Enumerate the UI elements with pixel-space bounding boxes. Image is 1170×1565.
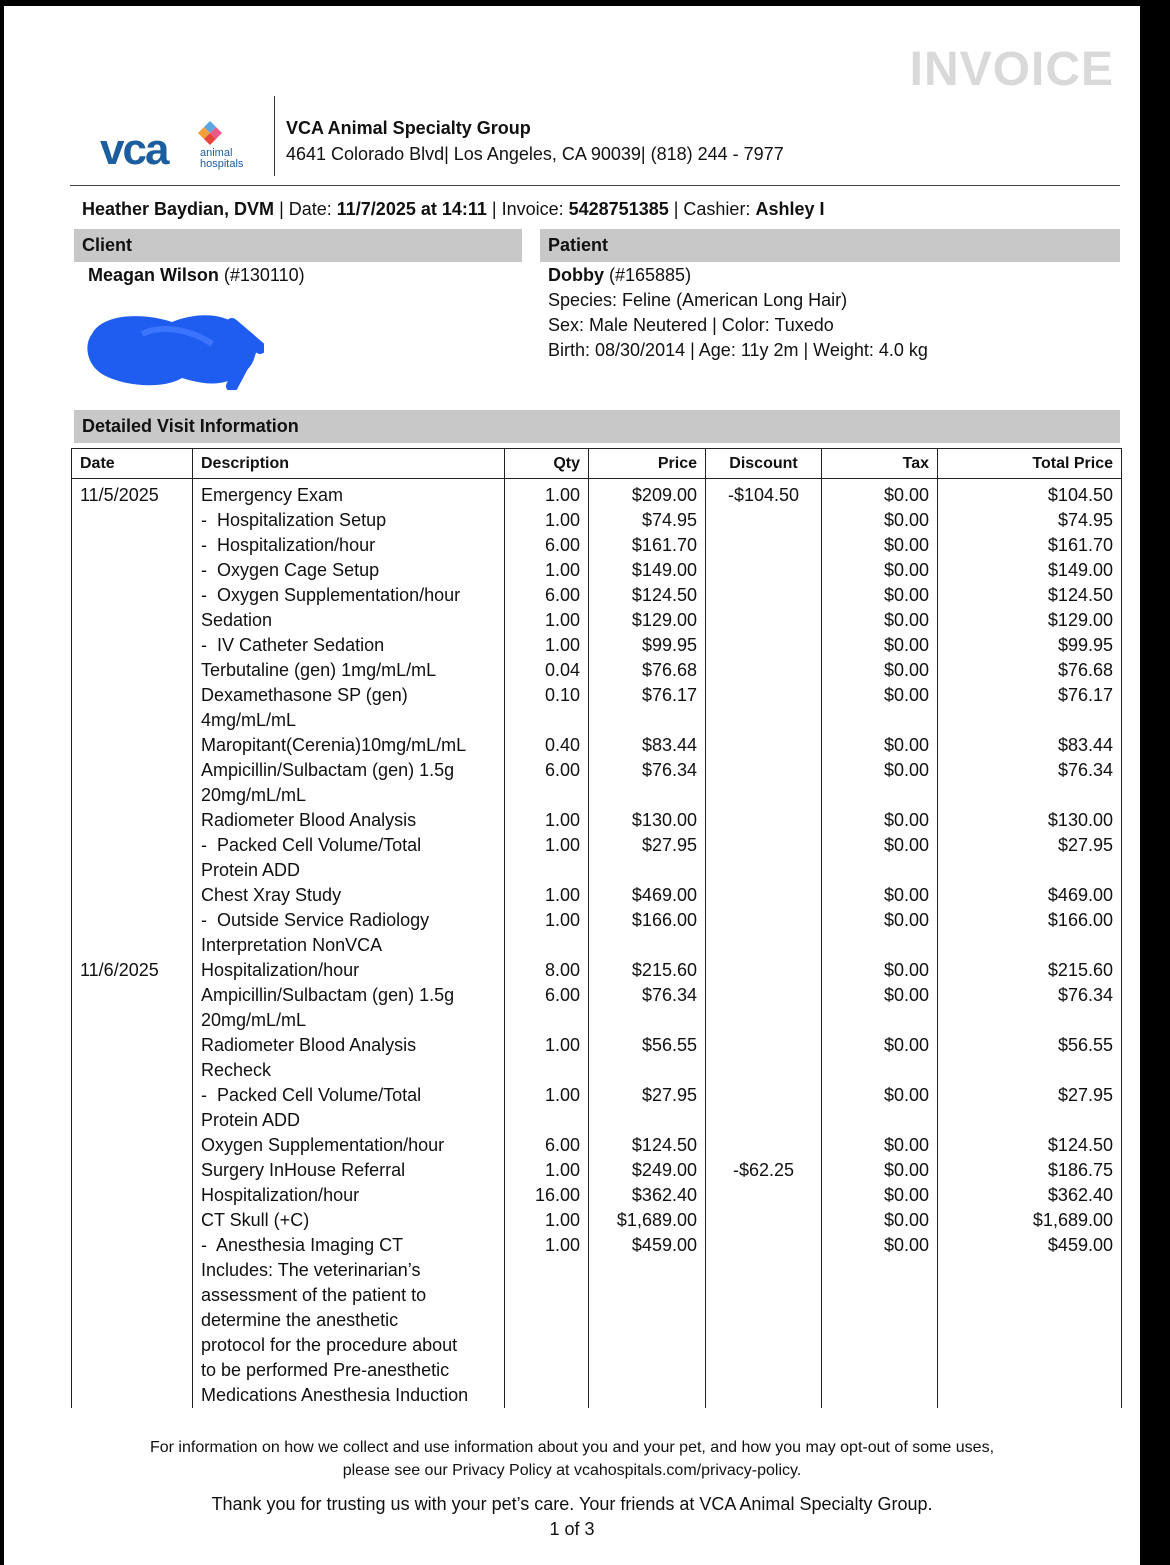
cell-total: $27.95	[938, 833, 1122, 883]
cell-description: Oxygen Supplementation/hour	[193, 1133, 505, 1158]
cell-tax: $0.00	[822, 508, 938, 533]
cell-total: $76.34	[938, 983, 1122, 1033]
cell-description: - Hospitalization/hour	[193, 533, 505, 558]
cell-total: $74.95	[938, 508, 1122, 533]
cell-price: $76.34	[589, 758, 706, 808]
cell-qty: 0.04	[505, 658, 589, 683]
table-row	[72, 479, 1122, 509]
table-row	[72, 908, 1122, 958]
vca-diamond-icon	[196, 120, 224, 148]
table-row	[72, 533, 1122, 558]
cell-tax: $0.00	[822, 958, 938, 983]
cell-qty: 1.00	[505, 558, 589, 583]
cell-discount	[706, 683, 822, 733]
detailed-visit-header: Detailed Visit Information	[74, 410, 1120, 443]
cell-price: $166.00	[589, 908, 706, 958]
cell-discount	[706, 1233, 822, 1408]
cell-price: $56.55	[589, 1033, 706, 1083]
table-row	[72, 1208, 1122, 1233]
cell-description: - Oxygen Supplementation/hour	[193, 583, 505, 608]
cell-discount	[706, 558, 822, 583]
cell-qty: 1.00	[505, 633, 589, 658]
cell-total: $215.60	[938, 958, 1122, 983]
table-row	[72, 1133, 1122, 1158]
cashier-name: Ashley I	[755, 199, 825, 219]
cell-total: $129.00	[938, 608, 1122, 633]
cell-date	[72, 558, 193, 583]
logo-subtitle: animal hospitals	[200, 147, 244, 170]
cell-date	[72, 1083, 193, 1133]
cell-tax: $0.00	[822, 533, 938, 558]
cell-description: Ampicillin/Sulbactam (gen) 1.5g 20mg/mL/mL	[193, 983, 505, 1033]
cell-total: $124.50	[938, 583, 1122, 608]
cell-tax: $0.00	[822, 608, 938, 633]
visit-summary-line: Heather Baydian, DVM | Date: 11/7/2025 at 14:11 | Invoice: 5428751385 | Cashier: Ashley I	[82, 199, 825, 219]
cell-qty: 1.00	[505, 508, 589, 533]
cell-discount	[706, 508, 822, 533]
cell-qty: 1.00	[505, 808, 589, 833]
cell-price: $99.95	[589, 633, 706, 658]
cell-discount	[706, 658, 822, 683]
cell-qty: 0.40	[505, 733, 589, 758]
cell-discount	[706, 1208, 822, 1233]
cell-description: - Anesthesia Imaging CT Includes: The veterinarian’s assessment of the patient to determine the anesthetic protocol for the procedure about to be performed Pre-anesthetic Medications Anesthesia Induction	[193, 1233, 505, 1408]
client-name: Meagan Wilson (#130110)	[88, 265, 305, 285]
cell-price: $76.68	[589, 658, 706, 683]
cell-description: - Oxygen Cage Setup	[193, 558, 505, 583]
cell-total: $166.00	[938, 908, 1122, 958]
cell-description: Radiometer Blood Analysis Recheck	[193, 1033, 505, 1083]
table-row	[72, 733, 1122, 758]
cell-discount	[706, 833, 822, 883]
redaction-scribble	[82, 304, 264, 390]
table-header-row	[72, 449, 1122, 479]
cell-description: - IV Catheter Sedation	[193, 633, 505, 658]
column-header-description: Description	[193, 449, 505, 479]
table-row	[72, 608, 1122, 633]
cell-tax: $0.00	[822, 1133, 938, 1158]
cell-qty: 1.00	[505, 833, 589, 883]
cell-date	[72, 733, 193, 758]
logo-wordmark: vca	[100, 125, 168, 174]
cell-total: $362.40	[938, 1183, 1122, 1208]
cell-qty: 6.00	[505, 1133, 589, 1158]
privacy-notice: For information on how we collect and use information about you and your pet, and how you may opt-out of some uses, please see our Privacy Policy at vcahospitals.com/privacy-policy.	[149, 1439, 995, 1479]
cell-description: Terbutaline (gen) 1mg/mL/mL	[193, 658, 505, 683]
cell-tax: $0.00	[822, 1208, 938, 1233]
cell-price: $124.50	[589, 1133, 706, 1158]
cell-price: $149.00	[589, 558, 706, 583]
line-items-table	[71, 448, 1122, 1408]
cell-date	[72, 1208, 193, 1233]
cell-description: - Packed Cell Volume/Total Protein ADD	[193, 1083, 505, 1133]
cell-price: $27.95	[589, 1083, 706, 1133]
cell-discount	[706, 1033, 822, 1083]
group-name: VCA Animal Specialty Group	[286, 118, 531, 138]
cell-price: $76.17	[589, 683, 706, 733]
cell-price: $124.50	[589, 583, 706, 608]
patient-species: Species: Feline (American Long Hair)	[548, 290, 848, 310]
cell-total: $76.34	[938, 758, 1122, 808]
cell-tax: $0.00	[822, 883, 938, 908]
table-row	[72, 508, 1122, 533]
cell-date	[72, 883, 193, 908]
cell-description: CT Skull (+C)	[193, 1208, 505, 1233]
cell-total: $1,689.00	[938, 1208, 1122, 1233]
cell-total: $469.00	[938, 883, 1122, 908]
invoice-number: 5428751385	[568, 199, 669, 219]
cell-qty: 1.00	[505, 1033, 589, 1083]
cell-total: $27.95	[938, 1083, 1122, 1133]
table-row	[72, 683, 1122, 733]
cell-price: $83.44	[589, 733, 706, 758]
cell-tax: $0.00	[822, 833, 938, 883]
cell-date	[72, 1158, 193, 1183]
cell-discount	[706, 1133, 822, 1158]
cell-description: Hospitalization/hour	[193, 1183, 505, 1208]
table-row	[72, 983, 1122, 1033]
cell-price: $1,689.00	[589, 1208, 706, 1233]
cell-date	[72, 658, 193, 683]
table-row	[72, 958, 1122, 983]
cell-total: $186.75	[938, 1158, 1122, 1183]
cell-tax: $0.00	[822, 683, 938, 733]
cell-date	[72, 1033, 193, 1083]
cell-discount	[706, 733, 822, 758]
invoice-page	[4, 6, 1140, 1565]
cell-price: $209.00	[589, 479, 706, 509]
cell-qty: 6.00	[505, 533, 589, 558]
table-row	[72, 633, 1122, 658]
cell-tax: $0.00	[822, 658, 938, 683]
cell-tax: $0.00	[822, 1233, 938, 1408]
cell-price: $129.00	[589, 608, 706, 633]
cell-qty: 6.00	[505, 583, 589, 608]
cell-tax: $0.00	[822, 1033, 938, 1083]
cell-qty: 1.00	[505, 1158, 589, 1183]
cell-total: $83.44	[938, 733, 1122, 758]
column-header-price: Price	[589, 449, 706, 479]
patient-birth-age-weight: Birth: 08/30/2014 | Age: 11y 2m | Weight: 4.0 kg	[548, 340, 928, 360]
patient-name: Dobby (#165885)	[548, 265, 692, 285]
cell-discount	[706, 983, 822, 1033]
cell-tax: $0.00	[822, 583, 938, 608]
table-row	[72, 1083, 1122, 1133]
cell-price: $130.00	[589, 808, 706, 833]
invoice-watermark: INVOICE	[909, 43, 1114, 96]
cell-qty: 0.10	[505, 683, 589, 733]
table-row	[72, 808, 1122, 833]
cell-discount	[706, 808, 822, 833]
table-row	[72, 1033, 1122, 1083]
cell-tax: $0.00	[822, 1158, 938, 1183]
cell-total: $130.00	[938, 808, 1122, 833]
cell-price: $362.40	[589, 1183, 706, 1208]
cell-tax: $0.00	[822, 479, 938, 509]
cell-date	[72, 508, 193, 533]
cell-description: Ampicillin/Sulbactam (gen) 1.5g 20mg/mL/mL	[193, 758, 505, 808]
cell-tax: $0.00	[822, 1183, 938, 1208]
group-address: 4641 Colorado Blvd| Los Angeles, CA 90039| (818) 244 - 7977	[286, 144, 784, 164]
cell-total: $76.17	[938, 683, 1122, 733]
cell-discount	[706, 958, 822, 983]
cell-discount	[706, 1183, 822, 1208]
table-row	[72, 758, 1122, 808]
cell-date	[72, 1133, 193, 1158]
cell-discount	[706, 608, 822, 633]
cell-description: - Hospitalization Setup	[193, 508, 505, 533]
cell-description: Radiometer Blood Analysis	[193, 808, 505, 833]
table-row	[72, 883, 1122, 908]
cell-tax: $0.00	[822, 558, 938, 583]
cell-date: 11/5/2025	[72, 479, 193, 509]
cell-qty: 6.00	[505, 758, 589, 808]
cell-qty: 16.00	[505, 1183, 589, 1208]
cell-description: Hospitalization/hour	[193, 958, 505, 983]
cell-tax: $0.00	[822, 1083, 938, 1133]
cell-date	[72, 533, 193, 558]
cell-date	[72, 758, 193, 808]
cell-description: Dexamethasone SP (gen) 4mg/mL/mL	[193, 683, 505, 733]
cell-description: - Packed Cell Volume/Total Protein ADD	[193, 833, 505, 883]
cell-description: Chest Xray Study	[193, 883, 505, 908]
table-row	[72, 1183, 1122, 1208]
client-section-header: Client	[74, 229, 522, 262]
cell-date	[72, 908, 193, 958]
cell-tax: $0.00	[822, 808, 938, 833]
cell-description: - Outside Service Radiology Interpretation NonVCA	[193, 908, 505, 958]
table-row	[72, 833, 1122, 883]
cell-total: $99.95	[938, 633, 1122, 658]
cell-date	[72, 583, 193, 608]
cell-total: $76.68	[938, 658, 1122, 683]
cell-total: $149.00	[938, 558, 1122, 583]
column-header-total: Total Price	[938, 449, 1122, 479]
thank-you-note: Thank you for trusting us with your pet’s care. Your friends at VCA Animal Specialty Group.	[211, 1494, 933, 1514]
page-number: 1 of 3	[549, 1519, 595, 1539]
patient-section-header: Patient	[540, 229, 1120, 262]
cell-discount: -$104.50	[706, 479, 822, 509]
cell-date: 11/6/2025	[72, 958, 193, 983]
cell-price: $249.00	[589, 1158, 706, 1183]
cell-qty: 1.00	[505, 908, 589, 958]
cell-discount	[706, 758, 822, 808]
column-header-tax: Tax	[822, 449, 938, 479]
cell-qty: 1.00	[505, 1233, 589, 1408]
table-row	[72, 658, 1122, 683]
cell-tax: $0.00	[822, 633, 938, 658]
cell-date	[72, 683, 193, 733]
header-divider-horizontal	[70, 185, 1120, 186]
vca-logo	[100, 114, 260, 174]
cell-date	[72, 808, 193, 833]
cell-description: Surgery InHouse Referral	[193, 1158, 505, 1183]
cell-qty: 1.00	[505, 1208, 589, 1233]
doctor-name: Heather Baydian, DVM	[82, 199, 275, 219]
cell-discount	[706, 883, 822, 908]
cell-price: $469.00	[589, 883, 706, 908]
cell-qty: 1.00	[505, 479, 589, 509]
cell-date	[72, 608, 193, 633]
table-row	[72, 1158, 1122, 1183]
cell-tax: $0.00	[822, 908, 938, 958]
table-row	[72, 1233, 1122, 1408]
cell-discount	[706, 583, 822, 608]
cell-description: Maropitant(Cerenia)10mg/mL/mL	[193, 733, 505, 758]
cell-total: $459.00	[938, 1233, 1122, 1408]
cell-discount	[706, 633, 822, 658]
cell-price: $27.95	[589, 833, 706, 883]
cell-qty: 8.00	[505, 958, 589, 983]
cell-date	[72, 1183, 193, 1208]
patient-sex-color: Sex: Male Neutered | Color: Tuxedo	[548, 315, 834, 335]
cell-discount: -$62.25	[706, 1158, 822, 1183]
cell-total: $161.70	[938, 533, 1122, 558]
cell-qty: 1.00	[505, 883, 589, 908]
cell-discount	[706, 533, 822, 558]
header-divider-vertical	[274, 96, 275, 176]
column-header-discount: Discount	[706, 449, 822, 479]
cell-qty: 1.00	[505, 1083, 589, 1133]
cell-qty: 6.00	[505, 983, 589, 1033]
cell-total: $56.55	[938, 1033, 1122, 1083]
cell-price: $161.70	[589, 533, 706, 558]
column-header-date: Date	[72, 449, 193, 479]
cell-price: $76.34	[589, 983, 706, 1033]
cell-total: $124.50	[938, 1133, 1122, 1158]
cell-price: $74.95	[589, 508, 706, 533]
cell-qty: 1.00	[505, 608, 589, 633]
cell-total: $104.50	[938, 479, 1122, 509]
cell-discount	[706, 908, 822, 958]
cell-description: Sedation	[193, 608, 505, 633]
cell-discount	[706, 1083, 822, 1133]
cell-tax: $0.00	[822, 733, 938, 758]
table-row	[72, 558, 1122, 583]
column-header-qty: Qty	[505, 449, 589, 479]
cell-tax: $0.00	[822, 983, 938, 1033]
cell-price: $215.60	[589, 958, 706, 983]
cell-tax: $0.00	[822, 758, 938, 808]
cell-date	[72, 1233, 193, 1408]
cell-date	[72, 833, 193, 883]
cell-price: $459.00	[589, 1233, 706, 1408]
visit-date: 11/7/2025 at 14:11	[336, 199, 487, 219]
table-row	[72, 583, 1122, 608]
cell-description: Emergency Exam	[193, 479, 505, 509]
cell-date	[72, 633, 193, 658]
cell-date	[72, 983, 193, 1033]
